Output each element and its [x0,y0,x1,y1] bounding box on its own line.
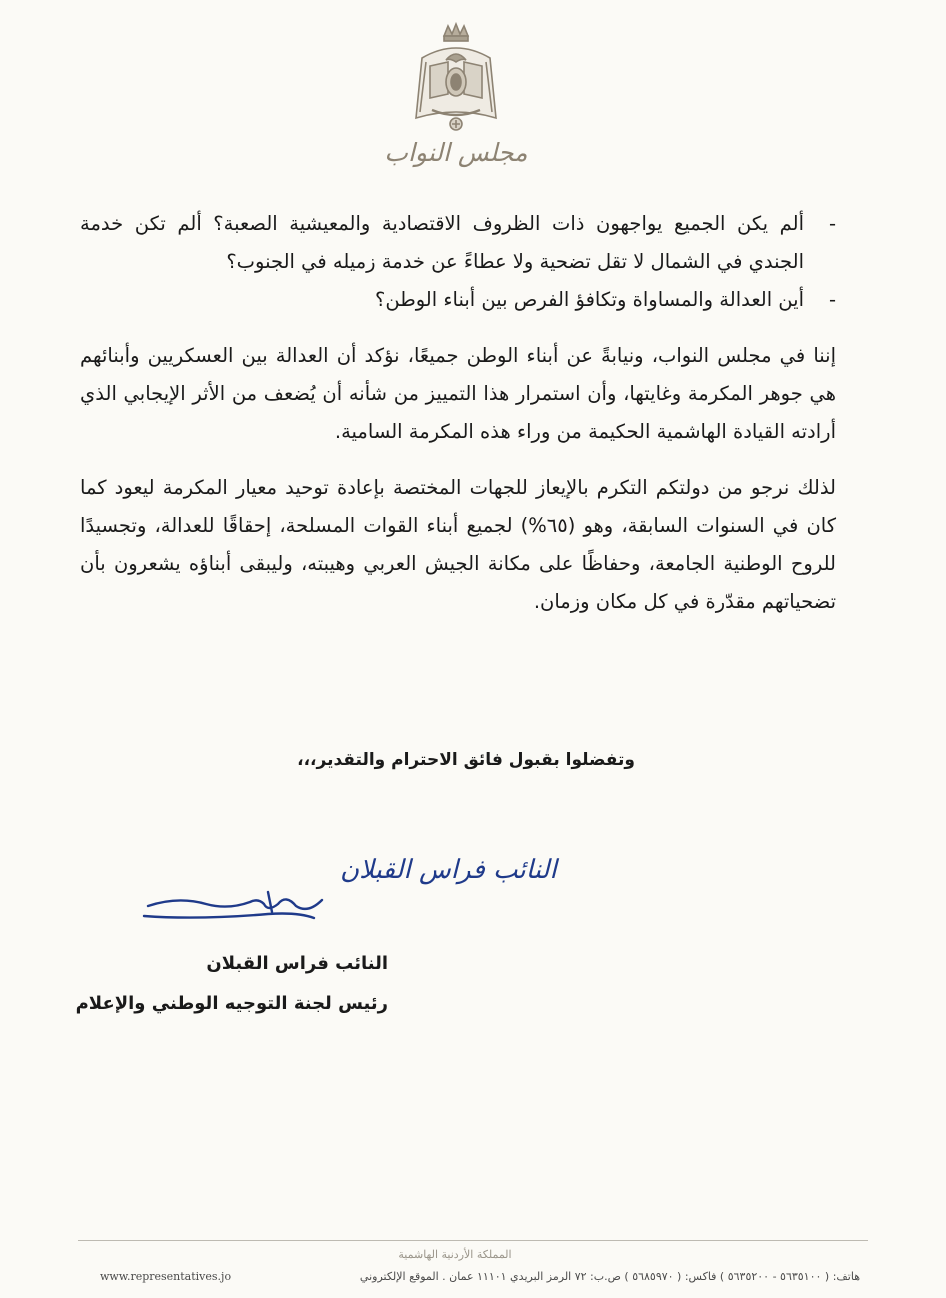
signature-handwritten-name: النائب فراس القبلان [340,855,557,885]
footer-contact-info: هاتف: ( ٥٦٣٥١٠٠ - ٥٦٣٥٢٠٠ ) فاكس: ( ٥٦٨٥٩٧٠ ) ص.ب: ٧٢ الرمز البريدي ١١١٠١ عمان . الموقع الإلكتروني [359,1270,860,1283]
letter-body [80,205,836,621]
parliament-logo-text: مجلس النواب [384,138,528,167]
closing-salutation: وتفضلوا بقبول فائق الاحترام والتقدير،،، [297,750,635,770]
bullet-dash: - [828,288,836,311]
list-item [80,281,836,319]
list-item [80,205,836,281]
question-list [80,205,836,319]
bullet-text: أين العدالة والمساواة وتكافؤ الفرص بين أبناء الوطن؟ [375,288,804,311]
signature-block [40,944,388,1024]
footer-divider [78,1240,868,1241]
bullet-dash: - [828,212,836,235]
paragraph-justice: إننا في مجلس النواب، ونيابةً عن أبناء الوطن جميعًا، نؤكد أن العدالة بين العسكريين وأبنائهم هي جوهر المكرمة وغايتها، وأن استمرار هذا التمييز من شأنه أن يُضعف من الأثر الإيجابي الذي أرادته القيادة الهاشمية الحكيمة من وراء هذه المكرمة السامية. [80,344,836,443]
paragraph-request: لذلك نرجو من دولتكم التكرم بالإيعاز للجهات المختصة بإعادة توحيد معيار المكرمة ليعود كما كان في السنوات السابقة، وهو (٦٥%) لجميع أبناء القوات المسلحة، إحقاقًا للعدالة، وتجسيدًا للروح الوطنية الجامعة، وحفاظًا على مكانة الجيش العربي وهيبته، وليبقى أبناؤه يشعرون بأن تضحياتهم مقدّرة في كل مكان وزمان. [80,476,837,613]
jordan-coat-of-arms-icon [408,22,504,134]
signature-scribble-icon [144,892,322,918]
signer-title: رئيس لجنة التوجيه الوطني والإعلام [75,993,388,1014]
signer-name: النائب فراس القبلان [206,953,388,974]
footer-kingdom-name: المملكة الأردنية الهاشمية [398,1248,512,1261]
bullet-text: ألم يكن الجميع يواجهون ذات الظروف الاقتصادية والمعيشية الصعبة؟ ألم تكن خدمة الجندي في الشمال لا تقل تضحية ولا عطاءً عن خدمة زميله في الجنوب؟ [80,212,804,273]
footer-website: www.representatives.jo [100,1270,232,1283]
handwritten-signature [118,846,557,930]
